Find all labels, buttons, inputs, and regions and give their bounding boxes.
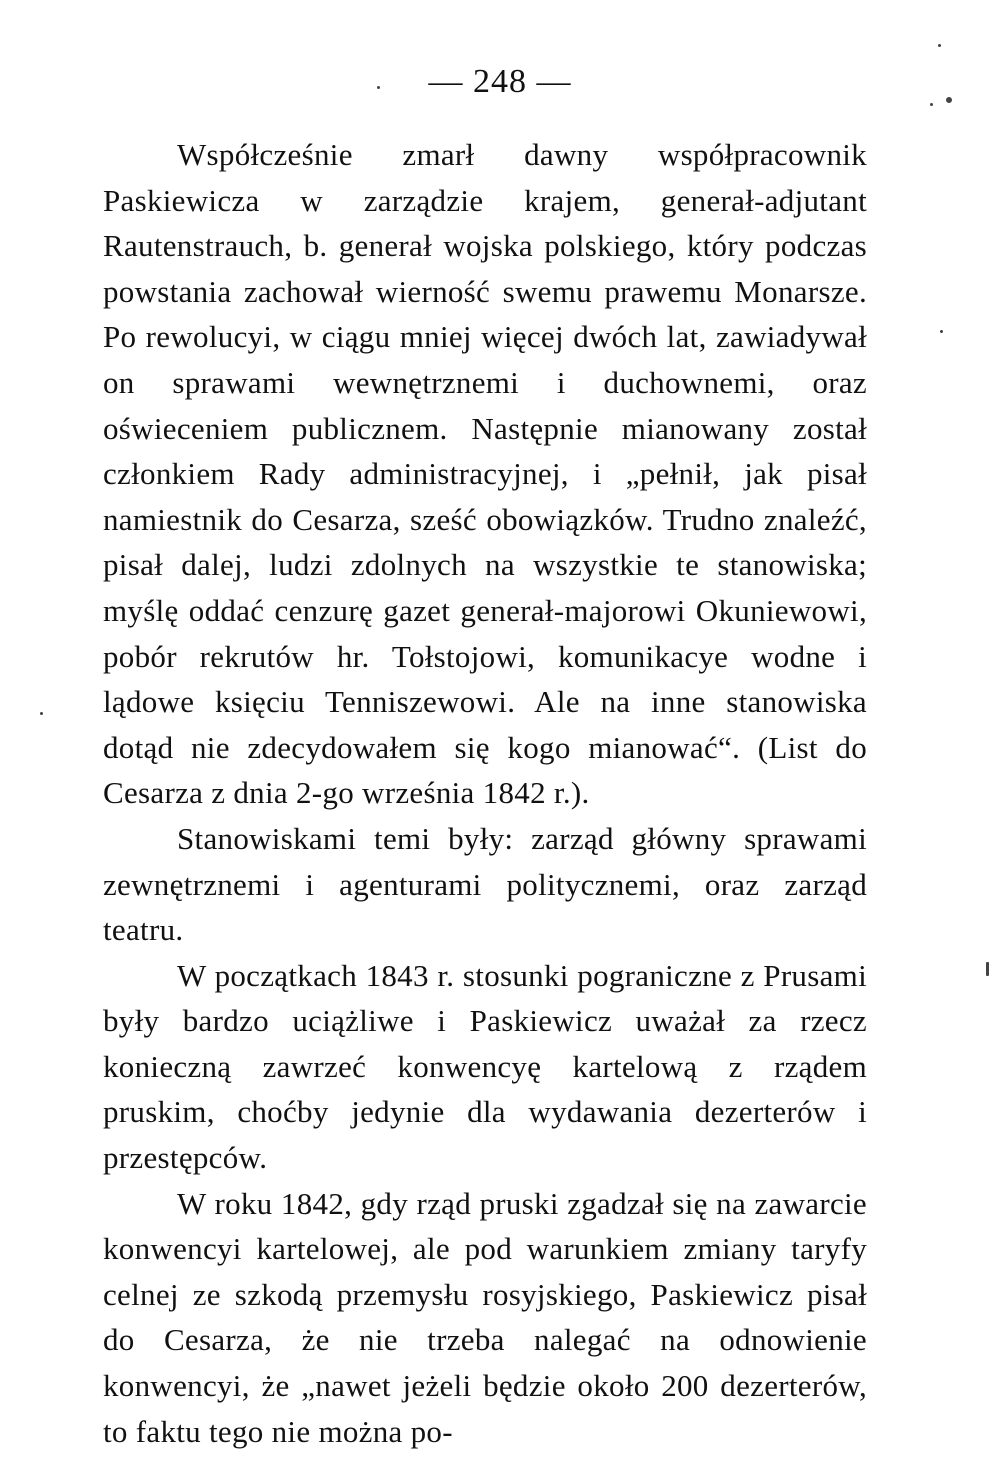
scan-speck xyxy=(940,330,943,333)
paragraph-konwencya-1842: W roku 1842, gdy rząd pruski zgadzał się na zawarcie konwencyi kartelowej, ale pod warunkiem zmiany taryfy celnej ze szkodą przemysłu rosyjskiego, Paskiewicz pisał do Cesarza, że nie trzeba nalegać na odnowienie konwencyi, że „nawet jeżeli będzie około 200 dezerterów, to faktu tego nie można po- xyxy=(103,1185,867,1449)
paragraph-konwencya-1843: W początkach 1843 r. stosunki pograniczne z Prusami były bardzo uciążliwe i Paskiewicz uważał za rzecz konieczną zawrzeć konwencyę kartelową z rządem pruskim, choćby jedynie dla wydawania dezerterów i przestępców. xyxy=(103,957,867,1176)
paragraph-stanowiska: Stanowiskami temi były: zarząd główny sprawami zewnętrznemi i agenturami politycznemi, oraz zarząd teatru. xyxy=(103,820,867,948)
scan-speck xyxy=(938,44,941,47)
scan-speck xyxy=(930,103,933,106)
scan-speck xyxy=(946,97,952,103)
scan-speck xyxy=(40,712,43,715)
paragraph-rautenstrauch: Współcześnie zmarł dawny współpracownik Paskiewicza w zarządzie krajem, generał-adjutant Rautenstrauch, b. generał wojska polskiego, który podczas powstania zachował wierność swemu prawemu Monarsze. Po rewolucyi, w ciągu mniej więcej dwóch lat, zawiadywał on sprawami wewnętrznemi i duchownemi, oraz oświeceniem publicznem. Następnie mianowany został członkiem Rady administracyjnej, i „pełnił, jak pisał namiestnik do Cesarza, sześć obowiązków. Trudno znaleźć, pisał dalej, ludzi zdolnych na wszystkie te stanowiska; myślę oddać cenzurę gazet generał-majorowi Okuniewowi, pobór rekrutów hr. Tołstojowi, komunikacye wodne i lądowe księciu Tenniszewowi. Ale na inne stanowiska dotąd nie zdecydowałem się kogo mianować“. (List do Cesarza z dnia 2-go września 1842 r.). xyxy=(103,137,867,811)
page-number: — 248 — xyxy=(428,63,572,100)
body-text xyxy=(103,132,867,1454)
scan-speck xyxy=(986,962,989,976)
scan-speck xyxy=(377,86,380,89)
